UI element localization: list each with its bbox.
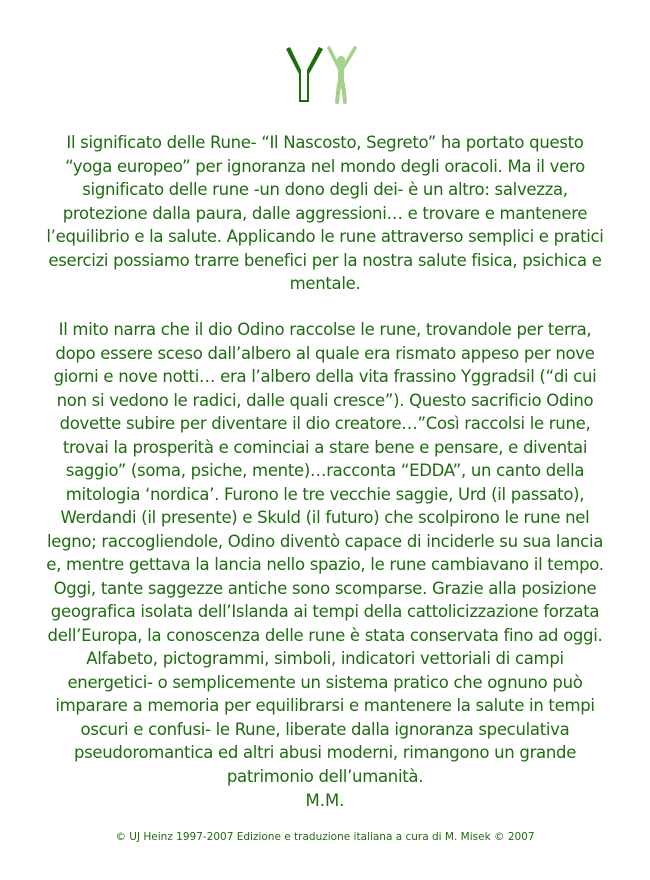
text-line: dell’Europa, la conoscenza delle rune è stata conservata fino ad oggi. bbox=[47, 625, 603, 645]
signature: M.M. bbox=[305, 791, 345, 810]
text-line: Il mito narra che il dio Odino raccolse le rune, trovandole per terra, bbox=[58, 320, 592, 339]
text-line: “yoga europeo” per ignoranza nel mondo degli oracoli. Ma il vero bbox=[65, 156, 585, 176]
text-line: protezione dalla paura, dalle aggressioni… e trovare e mantenere bbox=[62, 203, 588, 223]
algiz-rune-with-human-figure-icon bbox=[283, 44, 363, 104]
text-line: non si vedono le radici, dalle quali cresce”). Questo sacrificio Odino bbox=[56, 390, 594, 410]
rune-logo bbox=[283, 44, 363, 104]
intro-paragraph bbox=[20, 131, 630, 296]
text-line: geografica isolata dell’Islanda ai tempi della cattolicizzazione forzata bbox=[50, 602, 600, 621]
text-line: energetici- o semplicemente un sistema pratico che ognuno può bbox=[67, 672, 583, 692]
text-line: giorni e nove notti… era l’albero della vita frassino Yggradsil (“di cui bbox=[53, 367, 597, 386]
text-line: dovette subire per diventare il dio creatore…”Così raccolsi le rune, bbox=[59, 414, 591, 433]
text-line: dopo essere sceso dall’albero al quale era rismato appeso per nove bbox=[55, 343, 595, 363]
text-line: Alfabeto, pictogrammi, simboli, indicatori vettoriali di campi bbox=[86, 649, 564, 668]
text-line: Oggi, tante saggezze antiche sono scomparse. Grazie alla posizione bbox=[53, 578, 597, 598]
text-line: l’equilibrio e la salute. Applicando le rune attraverso semplici e pratici bbox=[46, 227, 604, 246]
text-line: imparare a memoria per equilibrarsi e mantenere la salute in tempi bbox=[55, 696, 595, 715]
text-line: trovai la prosperità e cominciai a stare bene e pensare, e diventai bbox=[62, 437, 588, 457]
copyright-footer: © UJ Heinz 1997-2007 Edizione e traduzione italiana a cura di M. Misek © 2007 bbox=[115, 831, 535, 843]
text-line: saggio” (soma, psiche, mente)…racconta “EDDA”, un canto della bbox=[65, 461, 585, 480]
text-line: Werdandi (il presente) e Skuld (il futuro) che scolpirono le rune nel bbox=[60, 508, 590, 527]
text-line: oscuri e confusi- le Rune, liberate dalla ignoranza speculativa bbox=[80, 719, 570, 739]
text-line: mentale. bbox=[289, 274, 361, 293]
text-line: pseudoromantica ed altri abusi moderni, rimangono un grande bbox=[73, 743, 577, 762]
text-line: patrimonio dell’umanità. bbox=[226, 766, 424, 786]
text-line: Il significato delle Rune- “Il Nascosto, Segreto” ha portato questo bbox=[66, 133, 584, 152]
text-line: mitologia ‘nordica’. Furono le tre vecchie saggie, Urd (il passato), bbox=[65, 484, 585, 504]
text-line: legno; raccogliendole, Odino diventò capace di inciderle su sua lancia bbox=[46, 531, 604, 551]
human-figure-icon bbox=[329, 48, 355, 102]
text-line: e, mentre gettava la lancia nello spazio, le rune cambiavano il tempo. bbox=[46, 555, 604, 574]
text-line: esercizi possiamo trarre benefici per la nostra salute fisica, psichica e bbox=[48, 250, 602, 270]
myth-paragraph bbox=[20, 318, 630, 788]
algiz-rune-icon bbox=[286, 47, 323, 102]
text-line: significato delle rune -un dono degli dei- è un altro: salvezza, bbox=[82, 180, 568, 199]
